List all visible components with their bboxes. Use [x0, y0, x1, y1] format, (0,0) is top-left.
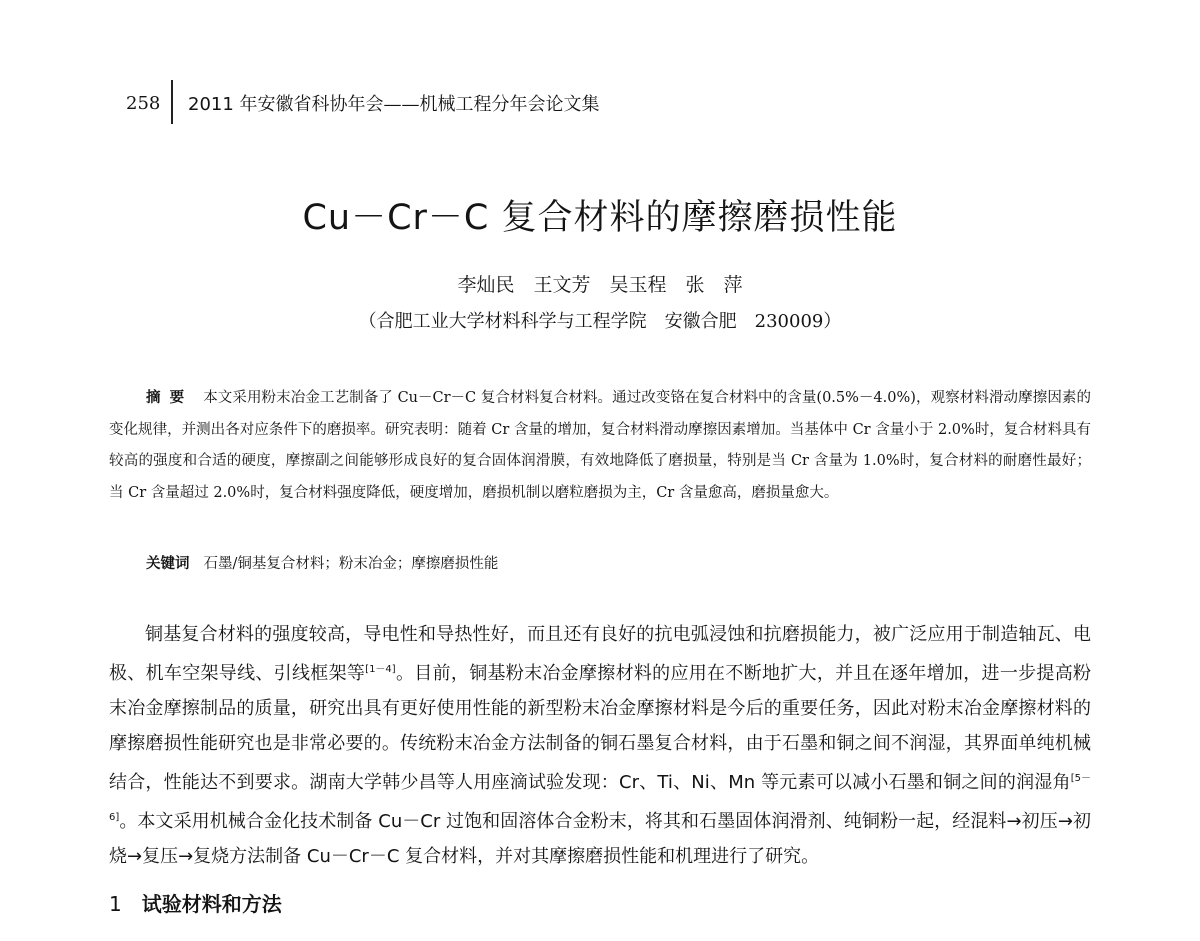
- section-title: 试验材料和方法: [141, 892, 282, 916]
- citation-5-6: [5－6]: [109, 773, 1091, 823]
- journal-subtitle: ——机械工程分年会论文集: [383, 94, 600, 115]
- abstract-label: 摘要: [146, 390, 194, 406]
- running-head: [126, 82, 170, 124]
- section-heading: [109, 888, 282, 917]
- paper-title: Cu－Cr－C 复合材料的摩擦磨损性能: [302, 198, 898, 238]
- keywords-text: 石墨/铜基复合材料；粉末冶金；摩擦磨损性能: [203, 556, 499, 572]
- intro-text-part1: 铜基复合材料的强度较高，导电性和导热性好，而且还有良好的抗电弧浸蚀和抗磨损能力，被广泛应用于制造轴瓦、电极、机车空架导线、引线框架等: [109, 624, 1091, 684]
- section-number: 1: [109, 892, 122, 916]
- keywords: [146, 552, 498, 573]
- citation-1-4: [1－4]: [365, 664, 396, 675]
- abstract: [109, 383, 1091, 509]
- intro-text-part3: 。本文采用机械合金化技术制备 Cu－Cr 过饱和固溶体合金粉末，将其和石墨固体润滑剂、纯铜粉一起，经混料→初压→初烧→复压→复烧方法制备 Cu－Cr－C 复合材料，并对其摩擦磨损性能和机理进行了研究。: [109, 811, 1091, 867]
- header-divider: [171, 80, 173, 124]
- keywords-label: 关键词: [146, 556, 190, 572]
- journal-title: 2011 年安徽省科协年会: [188, 94, 384, 115]
- intro-text-part2: 。目前，铜基粉末冶金摩擦材料的应用在不断地扩大，并且在逐年增加，进一步提高粉末冶金摩擦制品的质量，研究出具有更好使用性能的新型粉末冶金摩擦材料是今后的重要任务，因此对粉末冶金摩擦材料的摩擦磨损性能研究也是非常必要的。传统粉末冶金方法制备的铜石墨复合材料，由于石墨和铜之间不润湿，其界面单纯机械结合，性能达不到要求。湖南大学韩少昌等人用座滴试验发现：Cr、Ti、Ni、Mn 等元素可以减小石墨和铜之间的润湿角: [109, 663, 1092, 793]
- abstract-text: 本文采用粉末冶金工艺制备了 Cu－Cr－C 复合材料复合材料。通过改变铬在复合材料中的含量(0.5%－4.0%)，观察材料滑动摩擦因素的变化规律，并测出各对应条件下的磨损率。研究表明：随着 Cr 含量的增加，复合材料滑动摩擦因素增加。当基体中 Cr 含量小于 2.0%时，复合材料具有较高的强度和合适的硬度，摩擦副之间能够形成良好的复合固体润滑膜，有效地降低了磨损量，特别是当 Cr 含量为 1.0%时，复合材料的耐磨性最好；当 Cr 含量超过 2.0%时，复合材料强度降低，硬度增加，磨损机制以磨粒磨损为主，Cr 含量愈高，磨损量愈大。: [109, 390, 1091, 501]
- affiliation: （合肥工业大学材料科学与工程学院 安徽合肥 230009）: [358, 311, 842, 332]
- intro-paragraph: [109, 617, 1091, 874]
- page-number: 258: [126, 92, 161, 114]
- authors: 李灿民 王文芳 吴玉程 张 萍: [457, 274, 743, 296]
- journal-name: [188, 90, 600, 116]
